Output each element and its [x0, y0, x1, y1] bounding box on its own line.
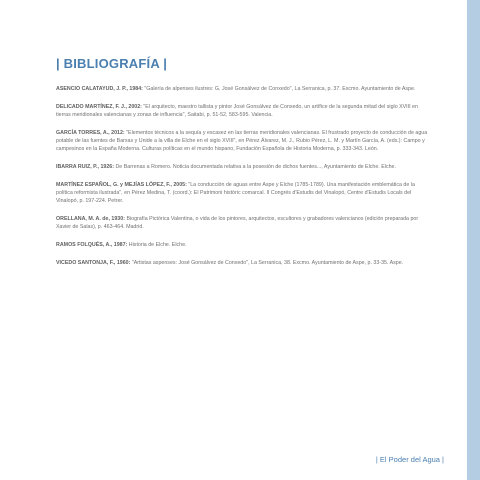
entry-author: ASENCIO CALATAYUD, J. P., 1984:: [56, 86, 143, 92]
entry-text: "La conducción de aguas entre Aspe y Elche (1785-1789). Una manifestación emblemática de la política reformista ilustrada", en Pérez Medina, T. (coord.): El Patrimoni històric comarcal. II Congrés d'Estudis del Vinalopó, Centre d'Estudis Locals del Vinalopó, p. 197-224. Petrer.: [56, 181, 415, 205]
bibliography-entry: [56, 241, 428, 249]
entry-author: RAMOS FOLQUÉS, A., 1987:: [56, 242, 128, 248]
bibliography-entry: [56, 215, 428, 231]
entry-author: MARTÍNEZ ESPAÑOL, G. y MEJÍAS LÓPEZ, F., 2005:: [56, 181, 187, 188]
bibliography-entry: [56, 129, 428, 154]
entry-text: "Galería de alpenses ilustres: G. José Gonsálvez de Conxedo", La Serranica, p. 37. Excmo. Ayuntamiento de Aspe.: [142, 86, 416, 92]
bibliography-list: [56, 85, 428, 277]
side-color-strip: [467, 0, 480, 480]
entry-text: "Elementos técnicos a la sequía y escasez en las tierras meridionales valencianas. El frustrado proyecto de conducción de agua potable de las fuentes de Barxas y Unide a la villa de Elche en el siglo XVIII", en Pérez Álvarez, M. J., Rubio Pérez, L. M. y Martín García, A. (eds.): Campo y campesinos en la España Moderna. Culturas políticas en el mundo hispano, Fundación Española de Historia Moderna, p. 333-343. León.: [56, 129, 428, 153]
entry-author: VICEDO SANTONJA, F., 1960:: [56, 259, 131, 266]
entry-author: IBARRA RUIZ, P., 1926:: [56, 164, 114, 170]
bibliography-entry: [56, 259, 428, 267]
page-footer: | El Poder del Agua |: [375, 455, 444, 464]
entry-author: GARCÍA TORRES, A., 2012:: [56, 129, 125, 136]
bibliography-entry: [56, 163, 428, 171]
entry-text: Biografía Pictórica Valentina, o vida de los pintores, arquitectos, escultores y grabadores valencianos (edición preparada por Xavier de Salas), p. 463-464. Madrid.: [56, 216, 419, 231]
entry-text: Historia de Elche. Elche.: [127, 242, 187, 248]
bibliography-entry: [56, 181, 428, 206]
entry-text: "El arquitecto, maestro tallista y pintor José Gonsálvez de Conxedo, un artífice de la segunda mitad del siglo XVIII en tierras meridionales valencianas y zonas de influencia", Saitabi, p. 51-52, 583-595. Valencia.: [56, 103, 418, 118]
bibliography-entry: [56, 103, 428, 119]
bibliography-entry: [56, 85, 428, 93]
entry-author: ORELLANA, M. A. de, 1930:: [56, 216, 125, 222]
entry-text: De Barrenas a Romero. Noticia documentada relativa a la posesión de dichos fuentes..., Ayuntamiento de Elche. Elche.: [114, 164, 396, 170]
entry-text: "Artistas aspenses: José Gonsálvez de Conxedo", La Serranica, 38. Excmo. Ayuntamiento de Aspe, p. 33-35. Aspe.: [130, 259, 404, 266]
page-title: | BIBLIOGRAFÍA |: [56, 56, 168, 71]
entry-author: DELICADO MARTÍNEZ, F. J., 2002:: [56, 103, 142, 110]
